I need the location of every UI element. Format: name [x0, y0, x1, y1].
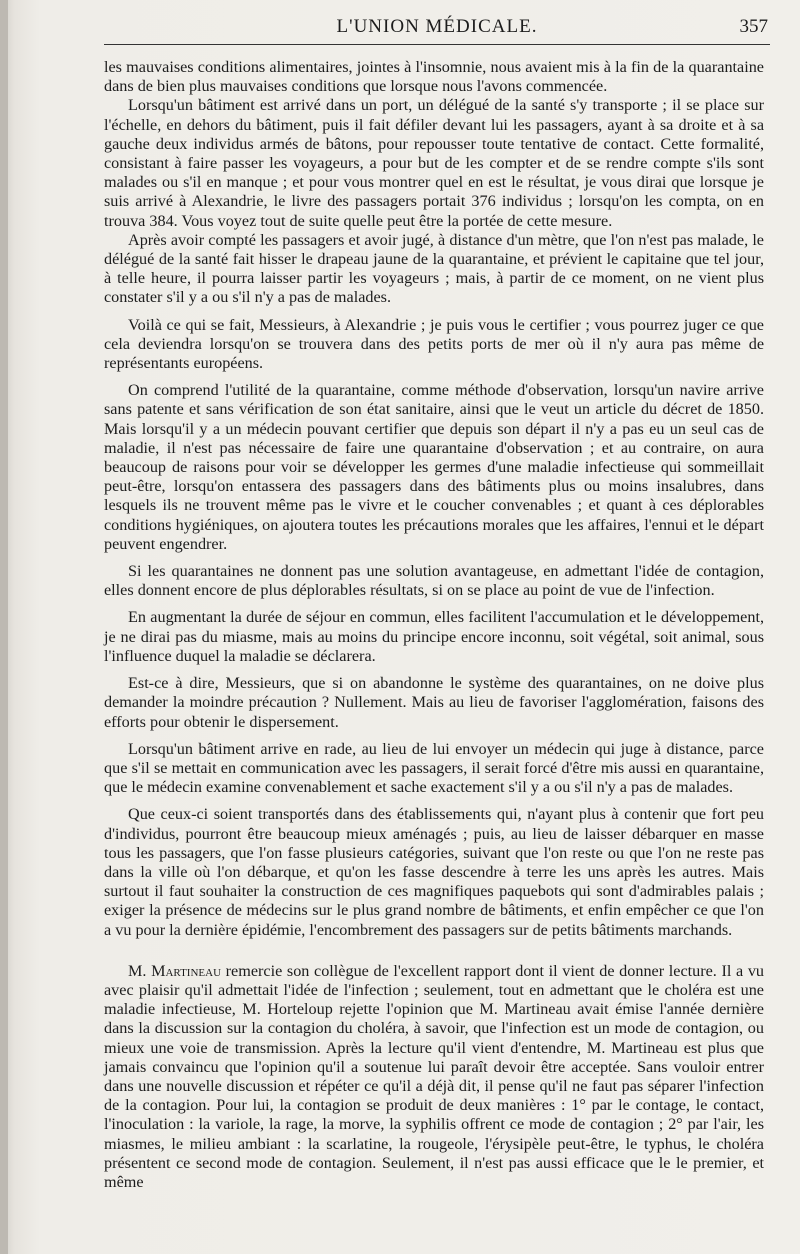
page-gutter-shadow — [0, 0, 8, 1254]
paragraph-text: remercie son collègue de l'excellent rapport dont il vient de donner lecture. Il a vu avec plaisir qu'il admettait l'idée de l'infection ; seulement, tout en admettant que le choléra est une maladie infectieuse, M. Horteloup rejette l'opinion que M. Martineau avait émise l'année dernière dans la discussion sur la contagion du choléra, à savoir, que l'infection est un mode de contagion, ou mieux une voie de transmission. Après la lecture qu'il vient d'entendre, M. Martineau est plus que jamais convaincu que l'opinion qu'il a soutenue lui paraît devoir être acceptée. Sans vouloir entrer dans une nouvelle discussion et répéter ce qu'il a déjà dit, il pense qu'il ne faut pas séparer l'infection de la contagion. Pour lui, la contagion se produit de deux manières : 1° par le contage, le contact, l'inoculation : la variole, la rage, la morve, la syphilis offrent ce mode de contagion ; 2° par l'air, les miasmes, le milieu ambiant : la scarlatine, la rougeole, l'érysipèle peut-être, le typhus, le choléra présentent ce second mode de contagion. Seulement, il n'est pas aussi efficace que le le premier, et même — [104, 961, 765, 1191]
paragraph: Que ceux-ci soient transportés dans des établissements qui, n'ayant plus à contenir que fort peu d'individus, pourront être beaucoup mieux aménagés ; puis, au lieu de laisser débarquer en masse tous les passagers, que l'on fasse plusieurs catégories, suivant que l'on reste ou que l'on ne reste pas dans la ville où l'on débarque, et qu'on les fasse descendre à terre les uns après les autres. Mais surtout il faut souhaiter la construction de ces magnifiques paquebots qui sont d'admirables palais ; exiger la présence de médecins sur le plus grand nombre de bâtiments, et enfin empêcher ce que l'on a vu pour la dernière épidémie, l'encombrement des passagers sur de petits bâtiments marchands. — [104, 805, 764, 939]
page-header — [104, 10, 770, 40]
header-rule — [104, 44, 770, 45]
paragraph: les mauvaises conditions alimentaires, jointes à l'insomnie, nous avaient mis à la fin de la quarantaine dans de bien plus mauvaises conditions que lorsque nous l'avons commencée. — [104, 58, 764, 96]
speaker-name: M. Martineau — [128, 961, 222, 980]
page-body — [104, 58, 764, 1192]
page-number: 357 — [739, 16, 768, 37]
paragraph: Est-ce à dire, Messieurs, que si on abandonne le système des quarantaines, on ne doive plus demander la moindre précaution ? Nullement. Mais au lieu de favoriser l'agglomération, faisons des efforts pour obtenir le dispersement. — [104, 674, 764, 731]
paragraph: Lorsqu'un bâtiment est arrivé dans un port, un délégué de la santé s'y transporte ; il se place sur l'échelle, en dehors du bâtiment, puis il fait défiler devant lui les passagers, ayant à sa droite et à sa gauche deux individus armés de bâtons, pour repousser toute tentative de contact. Cette formalité, consistant à faire passer les voyageurs, a pour but de les compter et de se rendre compte s'ils sont malades ou s'il en manque ; et pour vous montrer quel en est le résultat, je vous dirai que lorsque je suis arrivé à Alexandrie, le livre des passagers portait 376 individus ; lorsqu'on les compta, on en trouva 384. Vous voyez tout de suite quelle peut être la portée de cette mesure. — [104, 96, 764, 230]
running-head: L'UNION MÉDICALE. — [336, 16, 538, 37]
paragraph: On comprend l'utilité de la quarantaine, comme méthode d'observation, lorsqu'un navire arrive sans patente et sans vérification de son état sanitaire, ainsi que le veut un article du décret de 1850. Mais lorsqu'il y a un médecin pouvant certifier que depuis son départ il n'y a pas eu un seul cas de maladie, il n'est pas nécessaire de faire une quarantaine d'observation ; et au contraire, on aura beaucoup de raisons pour voir se développer les germes d'une maladie infectieuse qui sommeillait peut-être, lorsqu'on entassera des passagers dans des bâtiments plus ou moins insalubres, dans lesquels ils ne trouvent même pas le vivre et le coucher convenables ; et quant à ces déplorables conditions hygiéniques, on ajoutera toutes les précautions morales que les affaires, l'ennui et le départ peuvent engendrer. — [104, 381, 764, 553]
paragraph: Après avoir compté les passagers et avoir jugé, à distance d'un mètre, que l'on n'est pas malade, le délégué de la santé fait hisser le drapeau jaune de la quarantaine, et prévient le capitaine que tel jour, à telle heure, il pourra laisser partir les voyageurs ; mais, à partir de ce moment, on ne vient plus constater s'il y a ou s'il n'y a pas de malades. — [104, 230, 764, 307]
paragraph: Lorsqu'un bâtiment arrive en rade, au lieu de lui envoyer un médecin qui juge à distance, parce que s'il se mettait en communication avec les passagers, il serait forcé d'être mis aussi en quarantaine, que le médecin examine convenablement et sache exactement s'il y a ou s'il n'y a pas de malades. — [104, 739, 764, 797]
paragraph: En augmentant la durée de séjour en commun, elles facilitent l'accumulation et le développement, je ne dirai pas du miasme, mais au moins du principe encore inconnu, soit végétal, soit animal, sous l'influence duquel la maladie se déclarera. — [104, 608, 764, 665]
paragraph: Voilà ce qui se fait, Messieurs, à Alexandrie ; je puis vous le certifier ; vous pourrez juger ce que cela deviendra lorsqu'on se trouvera dans des petits ports de mer où il n'y aura pas même de représentants européens. — [104, 315, 764, 373]
paragraph: Si les quarantaines ne donnent pas une solution avantageuse, en admettant l'idée de contagion, elles donnent encore de plus déplorables résultats, si on se place au point de vue de l'infection. — [104, 562, 764, 600]
paragraph-martineau — [104, 962, 764, 1192]
